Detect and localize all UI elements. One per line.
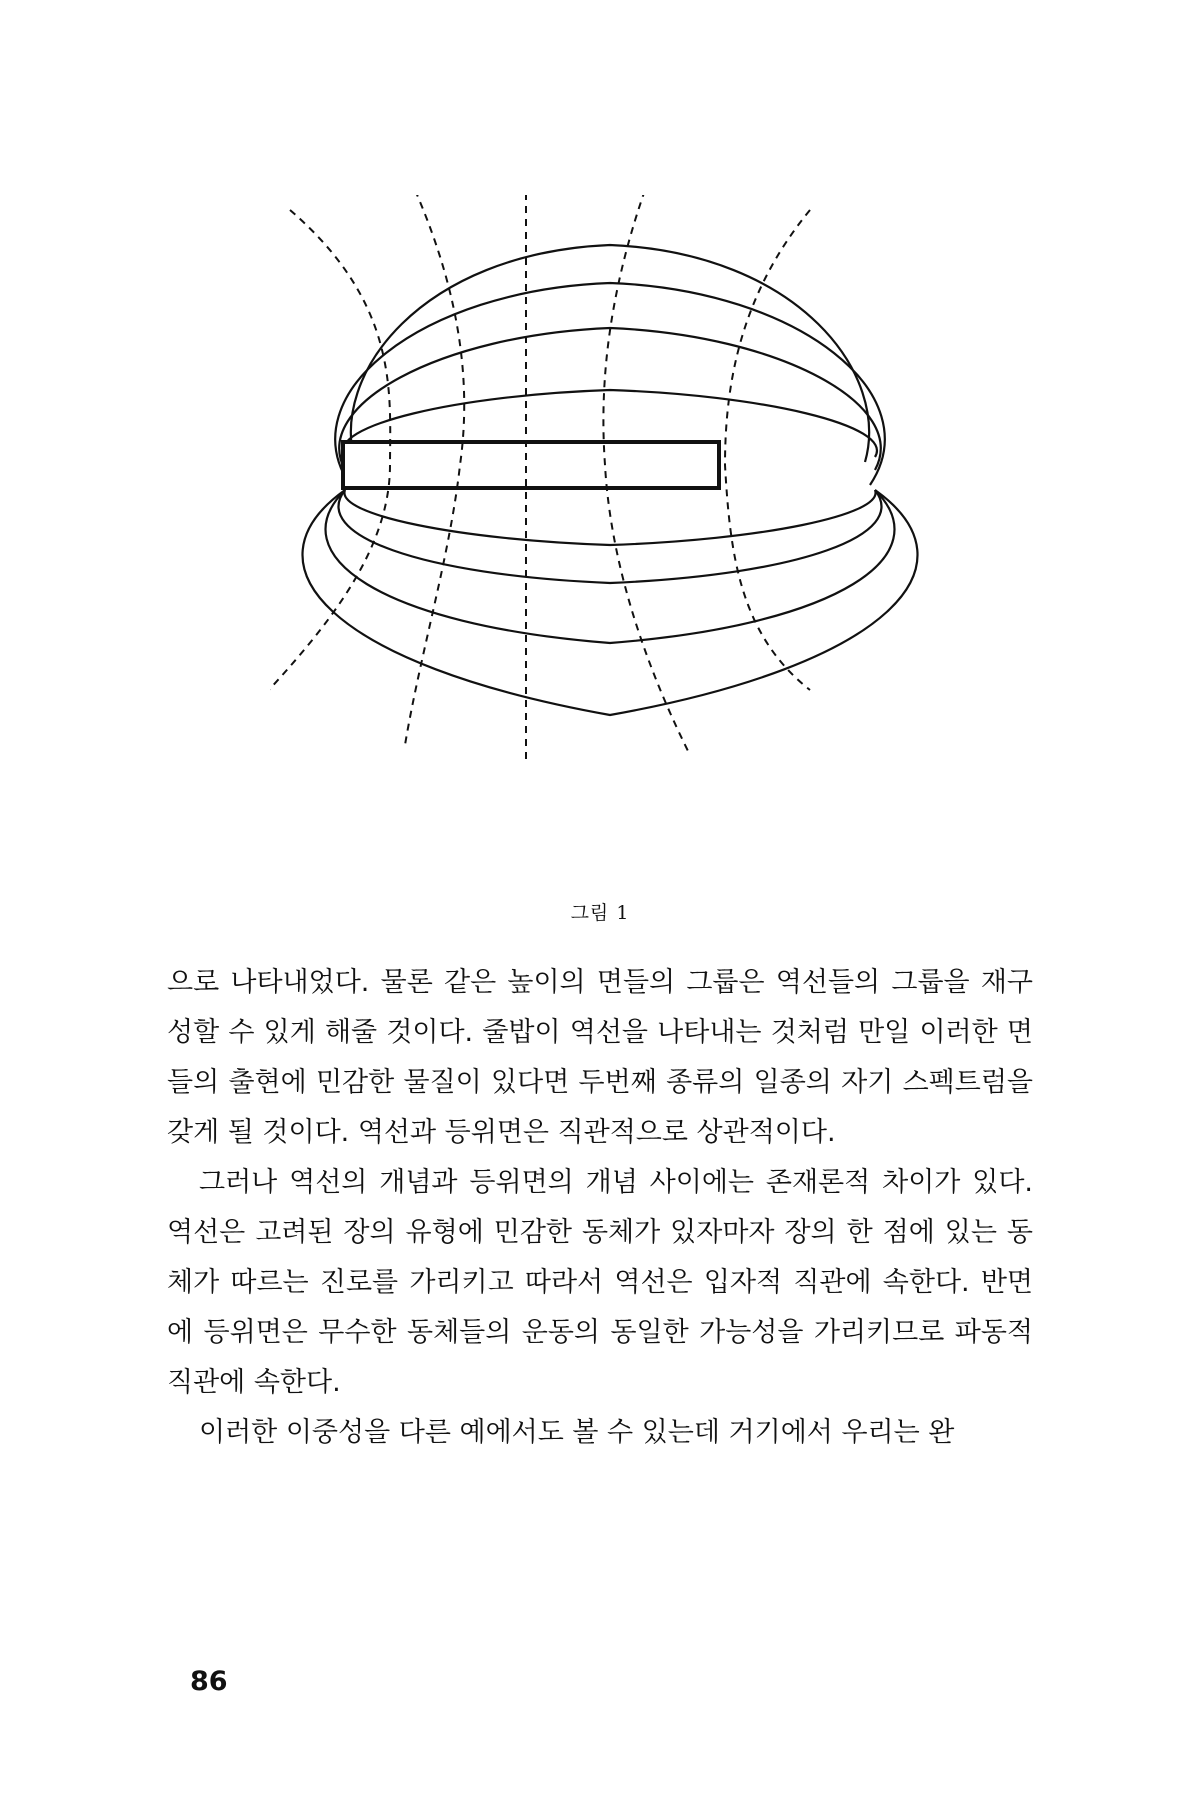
- field-line-lower-1: [302, 490, 917, 715]
- field-line-upper-1: [351, 245, 869, 462]
- paragraph-3: 이러한 이중성을 다른 예에서도 볼 수 있는데 거기에서 우리는 완: [199, 1417, 955, 1448]
- page-number: 86: [190, 1666, 228, 1697]
- field-line-lower-4: [344, 490, 875, 545]
- magnetic-field-figure: [270, 195, 950, 875]
- body-text: [167, 958, 1033, 1458]
- bar-magnet: [343, 442, 719, 488]
- paragraph-1: 으로 나타내었다. 물론 같은 높이의 면들의 그룹은 역선들의 그룹을 재구성할 수 있게 해줄 것이다. 줄밥이 역선을 나타내는 것처럼 만일 이러한 면들의 출현에 민감한 물질이 있다면 두번째 종류의 일종의 자기 스펙트럼을 갖게 될 것이다. 역선과 등위면은 직관적으로 상관적이다.: [167, 967, 1033, 1148]
- field-line-lower-3: [339, 490, 882, 583]
- figure-caption: 그림 1: [570, 902, 630, 924]
- field-lines-diagram: [270, 195, 950, 875]
- paragraph-2: 그러나 역선의 개념과 등위면의 개념 사이에는 존재론적 차이가 있다. 역선은 고려된 장의 유형에 민감한 동체가 있자마자 장의 한 점에 있는 동체가 따르는 진로를 가리키고 따라서 역선은 입자적 직관에 속한다. 반면에 등위면은 무수한 동체들의 운동의 동일한 가능성을 가리키므로 파동적 직관에 속한다.: [167, 1167, 1033, 1398]
